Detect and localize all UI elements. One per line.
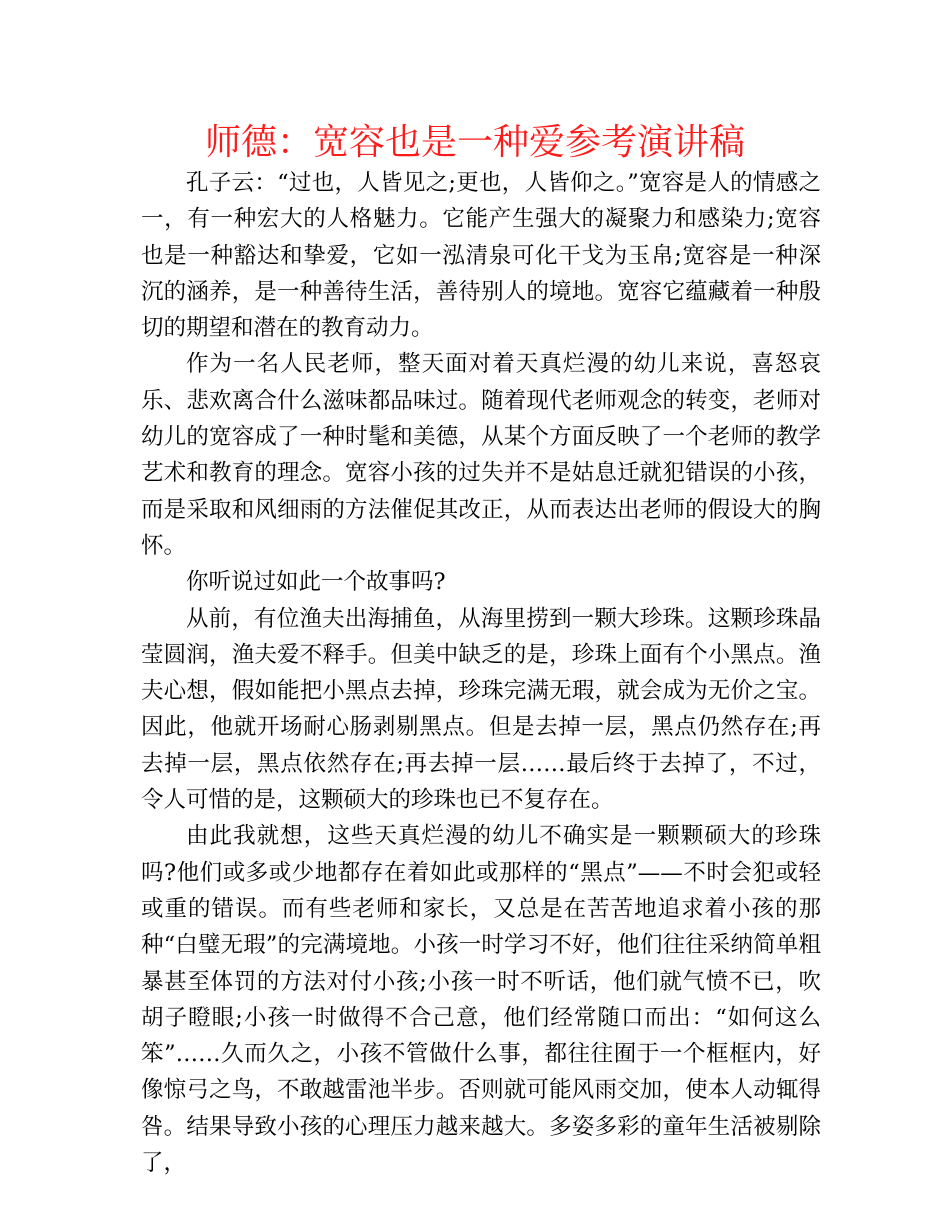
paragraph-confucius-quote: 孔子云：“过也，人皆见之;更也，人皆仰之。”宽容是人的情感之一，有一种宏大的人格魅力。它能产生强大的凝聚力和感染力;宽容也是一种豁达和挚爱，它如一泓清泉可化干戈为玉帛;宽容是一种深沉的涵养，是一种善待生活，善待别人的境地。宽容它蕴藏着一种殷切的期望和潜在的教育动力。 — [141, 170, 821, 342]
paragraph-teacher-role: 作为一名人民老师，整天面对着天真烂漫的幼儿来说，喜怒哀乐、悲欢离合什么滋味都品味过。随着现代老师观念的转变，老师对幼儿的宽容成了一种时髦和美德，从某个方面反映了一个老师的教学艺术和教育的理念。宽容小孩的过失并不是姑息迁就犯错误的小孩，而是采取和风细雨的方法催促其改正，从而表达出老师的假设大的胸怀。 — [141, 351, 821, 559]
paragraph-reflection: 由此我就想，这些天真烂漫的幼儿不确实是一颗颗硕大的珍珠吗?他们或多或少地都存在着如此或那样的“黑点”——不时会犯或轻或重的错误。而有些老师和家长，又总是在苦苦地追求着小孩的那种“白璧无瑕”的完满境地。小孩一时学习不好，他们往往采纳简单粗暴甚至体罚的方法对付小孩;小孩一时不听话，他们就气愤不已，吹胡子瞪眼;小孩一时做得不合己意，他们经常随口而出：“如何这么笨”……久而久之，小孩不管做什么事，都往往囿于一个框框内，好像惊弓之鸟，不敢越雷池半步。否则就可能风雨交加，使本人动辄得咎。结果导致小孩的心理压力越来越大。多姿多彩的童年生活被剔除了， — [141, 823, 821, 1177]
paragraph-pearl-story: 从前，有位渔夫出海捕鱼，从海里捞到一颗大珍珠。这颗珍珠晶莹圆润，渔夫爱不释手。但美中缺乏的是，珍珠上面有个小黑点。渔夫心想，假如能把小黑点去掉，珍珠完满无瑕，就会成为无价之宝。因此，他就开场耐心肠剥剔黑点。但是去掉一层，黑点仍然存在;再去掉一层，黑点依然存在;再去掉一层……最后终于去掉了，不过，令人可惜的是，这颗硕大的珍珠也已不复存在。 — [141, 605, 821, 814]
document-body — [141, 165, 821, 1181]
document-title: 师德：宽容也是一种爱参考演讲稿 — [204, 122, 745, 163]
paragraph-story-question: 你听说过如此一个故事吗? — [186, 569, 446, 596]
